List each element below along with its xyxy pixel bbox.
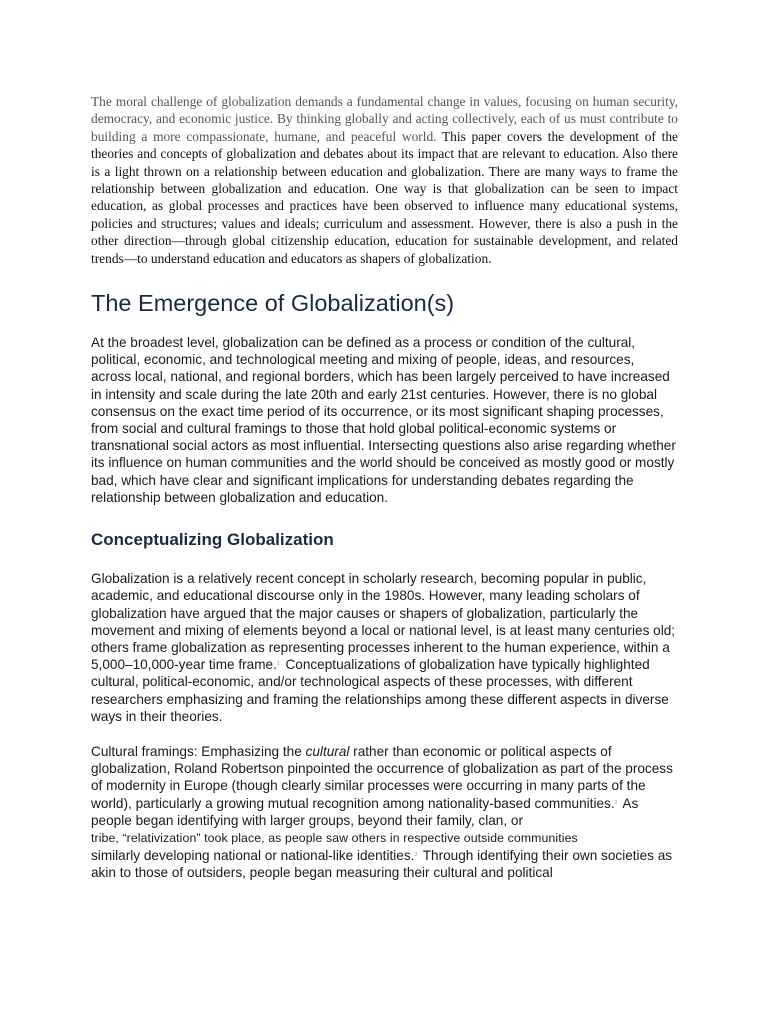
intro-grey-text: The moral challenge of globalization demands a fundamental change in values, focusing on human security, democracy, and economic justice. By thinking globally and acting collectively, each of us must contribute to building a more compassionate, humane, and peaceful world. bbox=[91, 94, 678, 144]
footnote-ref-2[interactable]: 2 bbox=[614, 799, 618, 806]
cultural-text-5: Through identifying their own societies as akin to those of outsiders, people began measuring their cultural and political bbox=[91, 848, 673, 881]
paragraph-concept-text-a: Globalization is a relatively recent concept in scholarly research, becoming popular in public, academic, and educational discourse only in the 1980s. However, many leading scholars of globalization have argued that the major causes or shapers of globalization, particularly the movement and mixing of elements beyond a local or national level, is at least many centuries old; others frame globalization as representing processes inherent to the human experience, within a 5,000–10,000-year time frame. bbox=[91, 571, 676, 673]
cultural-text-3: tribe, “relativization” took place, as people saw others in respective outside communities bbox=[91, 830, 578, 845]
footnote-ref-1[interactable]: 1 bbox=[276, 661, 280, 668]
section-heading-emergence: The Emergence of Globalization(s) bbox=[91, 290, 455, 317]
intro-paragraph bbox=[91, 93, 678, 267]
footnote-ref-3[interactable]: 3 bbox=[414, 852, 418, 859]
paragraph-definition: At the broadest level, globalization can be defined as a process or condition of the cultural, political, economic, and technological meeting and mixing of people, ideas, and resources, across local, national, and regional borders, which has been largely perceived to have increased in intensity and scale during the late 20th and early 21st centuries. However, there is no global consensus on the exact time period of its occurrence, or its most significant shaping processes, from social and cultural framings to those that hold global political-economic systems or transnational social actors as most influential. Intersecting questions also arise regarding whether its influence on human communities and the world should be conceived as mostly good or mostly bad, which have clear and significant implications for understanding debates regarding the relationship between globalization and education. bbox=[91, 335, 676, 505]
cultural-text-1: rather than economic or political aspects of globalization, Roland Robertson pinpointed the occurrence of globalization as part of the process of modernity in Europe (though clearly similar processes were occurring in many parts of the world), particularly a growing mutual recognition among nationality-based communities. bbox=[91, 743, 673, 811]
paragraph-cultural-framings bbox=[91, 743, 678, 882]
document-content bbox=[91, 93, 678, 882]
paragraph-concept-text-b: Conceptualizations of globalization have typically highlighted cultural, political-economic, and/or technological aspects of these processes, with different researchers emphasizing and framing the relationships among these different aspects in diverse ways in their theories. bbox=[91, 657, 669, 724]
cultural-text-2: As people began identifying with larger groups, beyond their family, clan, or bbox=[91, 795, 639, 828]
cultural-lead-text: Cultural framings: Emphasizing the bbox=[91, 743, 306, 759]
subsection-heading-conceptualizing: Conceptualizing Globalization bbox=[91, 530, 334, 550]
cultural-italic-word: cultural bbox=[305, 743, 350, 759]
cultural-text-4: similarly developing national or national-like identities. bbox=[91, 848, 415, 864]
intro-dark-text: This paper covers the development of the theories and concepts of globalization and debates about its impact that are relevant to education. Also there is a light thrown on a relationship between education and globalization. There are many ways to frame the relationship between globalization and education. One way is that globalization can be seen to impact education, as global processes and practices have been observed to influence many educational systems, policies and structures; values and ideals; curriculum and assessment. However, there is also a push in the other direction—through global citizenship education, education for sustainable development, and related trends—to understand education and educators as shapers of globalization. bbox=[91, 128, 678, 266]
paragraph-concept bbox=[91, 570, 678, 725]
